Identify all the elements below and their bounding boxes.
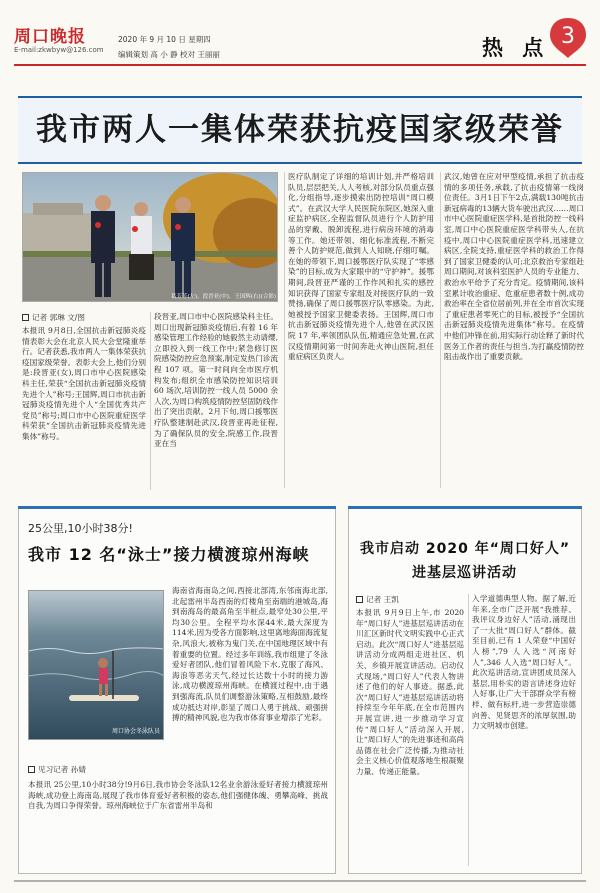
column-divider — [440, 172, 441, 488]
swim-byline-text: 见习记者 孙婧 — [38, 765, 86, 774]
lead-headline: 我市两人一集体荣获抗疫国家级荣誉 — [36, 112, 564, 148]
issue-date: 2020 年 9 月 10 日 星期四 — [118, 35, 211, 44]
swim-text-right: 海南省海南岛之间,西接北部湾,东邻南海北部,北起雷州半岛西南的灯楼角至南端的港城岛,海到南海岛的最高角至半桩点,最窄处30公里,平均30公里。全程平均水深44米,最大深度为114米,因为受各方面影响,这里离地海面海流复杂,风浪大,被称为鬼门关,在中国地理区域中有着重要的位置。经过多年训练,我市组建了冬泳爱好者团队,他们冒着风险下水,克服了海风、海浪等恶劣天气,经过长达数十小时的接力游泳,成功横渡琼州海峡。在横渡过程中,由于遇到强海流,队员们调整游泳策略,互相鼓励,最终成功抵达对岸,彰显了周口人勇于挑战、顽强拼搏的精神风貌,也为我市体育事业增添了光彩。 — [172, 586, 328, 723]
lead-byline-text: 记者 郭琳 文/图 — [32, 313, 85, 322]
swim-photo — [28, 590, 164, 740]
byline-box-icon — [28, 766, 35, 773]
section-title: 热 点 — [482, 36, 550, 60]
column-divider — [150, 312, 151, 490]
newspaper-logo: 周口晚报 — [14, 27, 86, 47]
swim-text-bottom: 本报讯 25公里,10小时38分!9月6日,我市协会冬泳队12名业余游泳爱好者接力横渡琼州海峡,成功登上海南岛,展现了我市体育爱好者积极的姿态,他们强健体魄、勇攀高峰、挑战自我,为周口争得荣誉。琼州海峡位于广东省雷州半岛和 — [28, 780, 328, 811]
award-photo-caption: 葛芳芳(左)、段晋亚(中)、王国辉(右)(合影) — [170, 294, 276, 300]
swim-byline — [28, 764, 86, 775]
swim-photo-caption: 周口协会冬泳队员 — [111, 728, 160, 735]
hero-column-1: 本报讯 9月9日上午,市 2020 年“周口好人”进基层巡讲活动在川汇区新时代文明实践中心正式启动。此次“周口好人”进基层巡讲活动分成两组走进社区、机关、乡镇开展宣讲活动。启动仪式现场,“周口好人”代表人物讲述了他们的好人事迹。据悉,此次“周口好人”进基层巡讲活动将持续至今年年底,在全市范围内开展宣讲,进一步推动学习宣传“周口好人”活动深入开展,让“周口好人”的先进事迹和高尚品德在社会广泛传播,为推动社会主义核心价值观落地生根凝聚力量、传递正能量。 — [356, 608, 464, 776]
bottom-rule — [14, 880, 586, 882]
lead-column-3: 医疗队制定了详细的培训计划,并严格培训队员,层层把关,人人考核,对部分队员重点强化,分组指导,逐步摸索出防控培训“周口模式”。在武汉大学人民医院东院区,她深入重症监护病区,全程监督队员进行个人防护用品的穿戴、脱卸流程,进行病房环境的消毒等工作。她还带领、细化标准流程,不断完善个人防护规范,做到人人知晓,仔细叮嘱。在她的带领下,周口援鄂医疗队实现了“零感染”的目标,成为大家眼中的“守护神”。援鄂期间,段晋亚严谨的工作作风和扎实的感控知识获得了国家专家组及对接医疗队的一致赞扬,确保了周口援鄂医疗队零感染。为此,她被授予国家卫健委表扬。王国辉,周口市抗击新冠肺炎疫情先进个人,他曾在武汉医院 17 年,率领团队队伍,精通应急处置,在武汉疫情期间第一时间奔赴火神山医院,担任重症病区负责人。 — [288, 172, 434, 362]
column-divider — [468, 594, 469, 866]
hero-byline — [356, 594, 399, 605]
column-divider — [284, 172, 285, 488]
hero-headline-line2: 进基层巡讲活动 — [412, 565, 517, 581]
award-photo — [22, 172, 278, 302]
swim-box-accent — [18, 506, 336, 509]
hero-column-2: 入学道德典型人物。据了解,近年来,全市广泛开展“我推荐、我评议身边好人”活动,涌现出了一大批“周口好人”群体。截至目前,已有 1 人荣登“中国好人榜”,79 人入选“河南好人”,346 人入选“周口好人”。此次巡讲活动,宣讲团成员深入基层,用朴实的语言讲述身边好人好事,让广大干部群众学有榜样、做有标杆,进一步营造崇德向善、见贤思齐的浓厚氛围,助力文明城市创建。 — [472, 594, 576, 731]
byline-box-icon — [22, 314, 29, 321]
contact-email: E-mail:zkwbyw@126.com — [14, 46, 104, 54]
masthead-rule — [14, 64, 586, 66]
page-number: 3 — [561, 24, 575, 49]
hero-byline-text: 记者 王凯 — [366, 595, 399, 604]
lead-column-4: 武汉,她曾在应对甲型疫情,承担了抗击疫情的多项任务,承载,了抗击疫情第一线岗位责任。3月1日下午2点,满载130吨抗击新冠病毒的13辆大货车驶出武汉……周口市中心医院重症医学科,是首批防控一线科室,周口中心医院重症医学科带头人,在抗疫中,周口中心医院重症医学科,迅速建立病区,全院支持,重症医学科的救治工作得到了国家卫健委的认可;北京救治专家组赴周口期间,对该科室医护人员的专业能力、救治水平给予了充分肯定。疫情期间,该科室累计收治重症、危重症患者数十例,成功救治率在全省位居前列,并在全市首次实现了重症患者零死亡的目标,被授予“全国抗击新冠肺炎疫情先进集体”称号。在疫情中他们冲锋在前,用实际行动诠释了新时代医务工作者的责任与担当,为打赢疫情防控阻击战作出了重要贡献。 — [444, 172, 584, 362]
swim-headline: 我市 12 名“泳士”接力横渡琼州海峡 — [28, 545, 310, 564]
editor-credits: 编辑策划 高 小 静 校对 王丽丽 — [118, 50, 220, 59]
lead-byline — [22, 312, 85, 323]
byline-box-icon — [356, 596, 363, 603]
swim-kicker: 25公里,10小时38分! — [28, 522, 133, 535]
lead-column-2: 段晋亚,周口市中心医院感染科主任。周口出现新冠肺炎疫情后,有着 16 年感染管理工作经验的她毅然主动请缨,立即投入到一线工作中;紧急修订医院感染防控应急预案,制定发热门诊流程 107 项。第一时间向全市医疗机构发布;组织全市感染防控知识培训 60 场次,培训防控一线人员 5000 余人次,为周口构筑疫情防控坚固防线作出了突出贡献。2月下旬,周口援鄂医疗队整建制赴武汉,段晋亚再赴征程,为了确保队员的安全,院感工作,段晋亚在当 — [154, 312, 278, 449]
hero-headline-line1: 我市启动 2020 年“周口好人” — [360, 541, 571, 557]
lead-column-1: 本报讯 9月8日,全国抗击新冠肺炎疫情表彰大会在北京人民大会堂隆重举行。记者获悉,我市两人一集体荣获抗疫国家级荣誉。表彰大会上,他们分别是:段晋亚(女),周口市中心医院感染科主任,荣获“全国抗击新冠肺炎疫情先进个人”称号;王国辉,周口市抗击新冠肺炎疫情先进个人“全国优秀共产党员”称号;周口市中心医院重症医学科荣获“全国抗击新冠肺炎疫情先进集体”称号。 — [22, 326, 146, 441]
hero-box-accent — [348, 506, 582, 509]
masthead — [0, 0, 600, 66]
